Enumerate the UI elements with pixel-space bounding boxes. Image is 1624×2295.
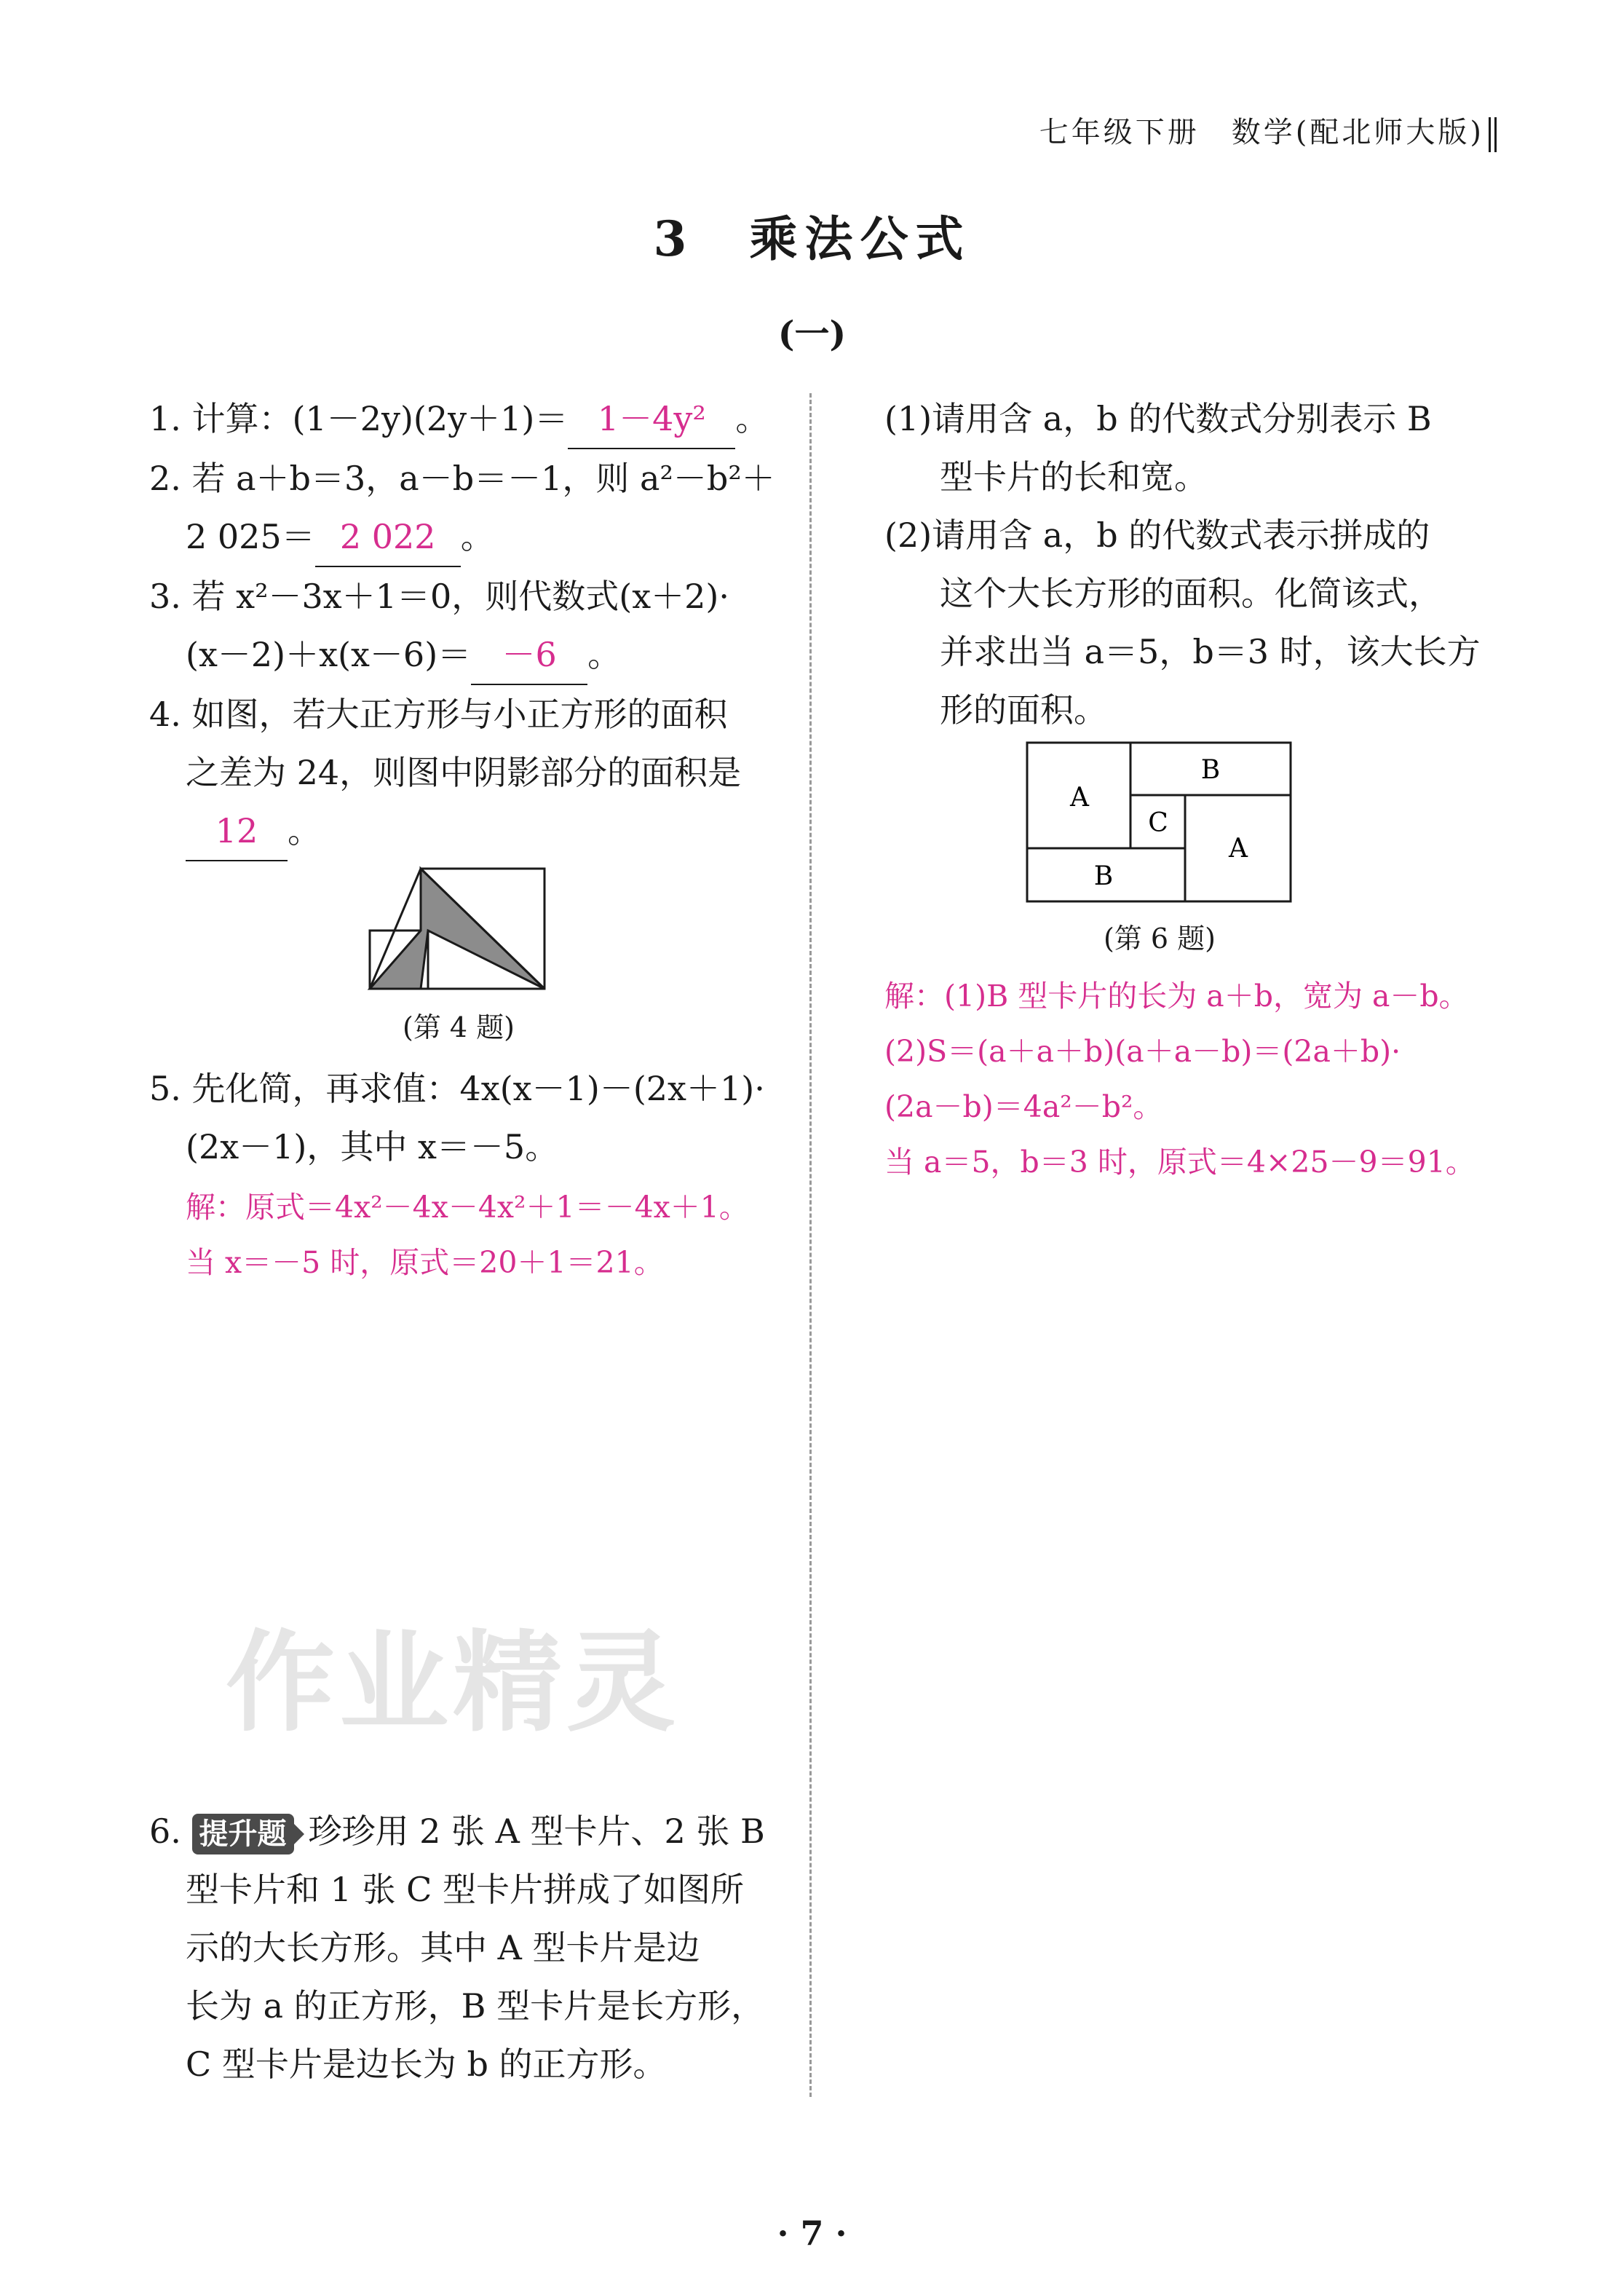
q2-answer: 2 022 bbox=[315, 507, 461, 567]
header-text: 七年级下册 数学(配北师大版) bbox=[1039, 116, 1484, 149]
q5-solution-line-2: 当 x＝－5 时，原式＝20＋1＝21。 bbox=[186, 1245, 664, 1280]
question-4-line-3: 12 。 bbox=[149, 802, 775, 861]
q6-solution bbox=[884, 968, 1476, 1190]
column-divider bbox=[809, 393, 812, 2097]
q6-figure bbox=[1025, 740, 1294, 904]
q6-caption: (第 6 题) bbox=[1104, 923, 1216, 955]
left-column bbox=[149, 390, 775, 861]
q6-solution-line-4: 当 a＝5，b＝3 时，原式＝4×25－9＝91。 bbox=[884, 1145, 1476, 1180]
question-6-line-4: 长为 a 的正方形，B 型卡片是长方形， bbox=[186, 1986, 765, 2026]
page-header bbox=[1039, 109, 1497, 152]
question-3-line-2: (x－2)＋x(x－6)＝ －6 。 bbox=[149, 625, 775, 685]
q6-solution-line-1: 解：(1)B 型卡片的长为 a＋b，宽为 a－b。 bbox=[884, 979, 1469, 1014]
question-6-line-3: 示的大长方形。其中 A 型卡片是边 bbox=[186, 1928, 700, 1967]
question-1: 1. 计算：(1－2y)(2y＋1)＝ 1－4y² 。 bbox=[149, 390, 775, 449]
header-bar bbox=[1489, 117, 1497, 152]
question-2-line-1: 2. 若 a＋b＝3，a－b＝－1，则 a²－b²＋ bbox=[149, 459, 775, 498]
q5-solution-line-1: 解：原式＝4x²－4x－4x²＋1＝－4x＋1。 bbox=[186, 1190, 749, 1225]
q6-solution-line-2: (2)S＝(a＋a＋b)(a＋a－b)＝(2a＋b)· bbox=[884, 1034, 1401, 1069]
question-3-line-1: 3. 若 x²－3x＋1＝0，则代数式(x＋2)· bbox=[149, 577, 729, 616]
card-a-right: A bbox=[1229, 834, 1248, 864]
q6-part2-line-3: 并求出当 a＝5，b＝3 时，该大长方 bbox=[940, 632, 1481, 671]
q4-answer: 12 bbox=[186, 802, 288, 861]
right-column bbox=[884, 390, 1489, 739]
question-5 bbox=[149, 1059, 775, 1176]
q5-solution bbox=[186, 1180, 749, 1290]
q6-part2-line-2: 这个大长方形的面积。化简该式， bbox=[940, 574, 1442, 613]
section-title: 3 乘法公式 bbox=[653, 210, 971, 267]
watermark: 作业精灵 bbox=[226, 1620, 681, 1747]
q6-solution-line-3: (2a－b)＝4a²－b²。 bbox=[884, 1089, 1163, 1124]
q4-figure bbox=[364, 863, 553, 990]
q1-answer: 1－4y² bbox=[568, 390, 735, 449]
card-b-bottom: B bbox=[1093, 861, 1114, 891]
q3-answer: －6 bbox=[471, 625, 587, 685]
badge-arrow-icon bbox=[294, 1824, 304, 1844]
advanced-badge: 提升题 bbox=[192, 1814, 294, 1854]
question-6 bbox=[149, 1802, 783, 2093]
q6-part1-line-2: 型卡片的长和宽。 bbox=[940, 457, 1208, 497]
question-5-line-2: (2x－1)，其中 x＝－5。 bbox=[186, 1127, 559, 1166]
card-c: C bbox=[1148, 808, 1168, 838]
q4-caption: (第 4 题) bbox=[403, 1011, 515, 1043]
card-b-top: B bbox=[1200, 755, 1221, 785]
question-4-line-2: 之差为 24，则图中阴影部分的面积是 bbox=[186, 753, 742, 792]
question-5-line-1: 5. 先化简，再求值：4x(x－1)－(2x＋1)· bbox=[149, 1069, 765, 1108]
question-6-line-5: C 型卡片是边长为 b 的正方形。 bbox=[186, 2045, 667, 2084]
card-a-top-left: A bbox=[1070, 783, 1089, 813]
section-subtitle: (一) bbox=[777, 314, 847, 355]
question-6-line-2: 型卡片和 1 张 C 型卡片拼成了如图所 bbox=[186, 1870, 744, 1909]
question-4-line-1: 4. 如图，若大正方形与小正方形的面积 bbox=[149, 695, 728, 734]
q6-part2-line-1: (2)请用含 a，b 的代数式表示拼成的 bbox=[884, 516, 1430, 555]
question-2-line-2: 2 025＝ 2 022 。 bbox=[149, 507, 775, 567]
page-number: · 7 · bbox=[777, 2213, 847, 2253]
question-6-line-1: 6. 提升题 珍珍用 2 张 A 型卡片、2 张 B bbox=[149, 1802, 783, 1860]
q6-part1-line-1: (1)请用含 a，b 的代数式分别表示 B bbox=[884, 399, 1432, 438]
q6-part2-line-4: 形的面积。 bbox=[940, 690, 1107, 730]
